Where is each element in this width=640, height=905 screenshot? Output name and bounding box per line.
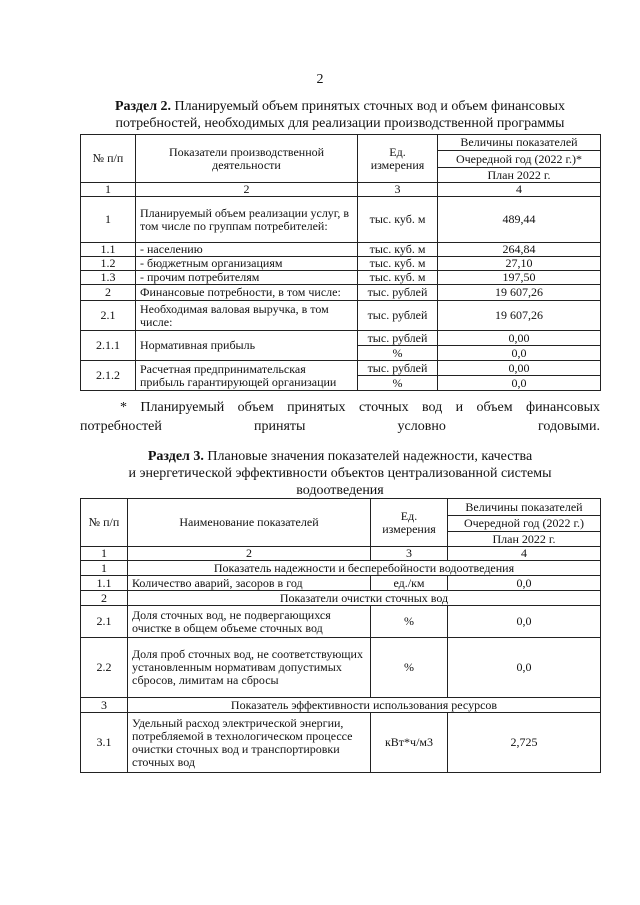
- col-number: 2: [136, 183, 358, 197]
- table-row: [81, 257, 601, 271]
- table-row: [81, 243, 601, 257]
- section2-title-line2: потребностей, необходимых для реализации производственной программы: [115, 116, 565, 131]
- row-name: - бюджетным организациям: [136, 257, 358, 271]
- table-row: [81, 285, 601, 301]
- row-unit: %: [358, 376, 438, 391]
- row-value: 264,84: [438, 243, 601, 257]
- table-row: [81, 638, 601, 698]
- row-num: 2.1.1: [81, 331, 136, 361]
- row-value: 0,00: [438, 331, 601, 346]
- row-unit: ед./км: [371, 576, 448, 591]
- section3-title-line2: и энергетической эффективности объектов централизованной системы: [128, 466, 552, 481]
- header-indicator: Показатели производственной деятельности: [136, 135, 358, 183]
- header-next-year: Очередной год (2022 г.): [448, 516, 601, 532]
- row-name: Доля сточных вод, не подвергающихся очистке в общем объеме сточных вод: [128, 606, 371, 638]
- col-number: 2: [128, 547, 371, 561]
- table-row: [81, 606, 601, 638]
- row-unit: тыс. куб. м: [358, 243, 438, 257]
- row-num: 2.1.2: [81, 361, 136, 391]
- col-number: 1: [81, 183, 136, 197]
- page-number: 2: [316, 72, 324, 87]
- row-unit: тыс. куб. м: [358, 271, 438, 285]
- table-row: [81, 301, 601, 331]
- row-value: 27,10: [438, 257, 601, 271]
- row-num: 2.1: [81, 301, 136, 331]
- header-num: № п/п: [81, 499, 128, 547]
- group-row: [81, 698, 601, 713]
- row-num: 1: [81, 197, 136, 243]
- row-unit: тыс. рублей: [358, 301, 438, 331]
- section2-title: Планируемый объем принятых сточных вод и объем финансовых: [174, 99, 566, 114]
- row-num: 1.3: [81, 271, 136, 285]
- table-row: [81, 331, 601, 346]
- row-value: 0,0: [438, 346, 601, 361]
- header-values: Величины показателей: [438, 135, 601, 151]
- row-unit: тыс. куб. м: [358, 257, 438, 271]
- row-unit: %: [358, 346, 438, 361]
- col-number: 1: [81, 547, 128, 561]
- row-unit: тыс. рублей: [358, 361, 438, 376]
- group-title: Показатели очистки сточных вод: [128, 591, 601, 606]
- row-name: Нормативная прибыль: [136, 331, 358, 361]
- header-next-year: Очередной год (2022 г.)*: [438, 151, 601, 168]
- header-plan: План 2022 г.: [448, 532, 601, 547]
- row-num: 2.1: [81, 606, 128, 638]
- row-unit: тыс. куб. м: [358, 197, 438, 243]
- group-title: Показатель эффективности использования ресурсов: [128, 698, 601, 713]
- header-indicator: Наименование показателей: [128, 499, 371, 547]
- note-text: * Планируемый объем принятых сточных вод и объем финансовых потребностей приняты условно годовыми.: [80, 400, 600, 434]
- header-unit: Ед. измерения: [371, 499, 448, 547]
- row-name: Количество аварий, засоров в год: [128, 576, 371, 591]
- table-row: [81, 713, 601, 773]
- row-num: 2.2: [81, 638, 128, 698]
- group-num: 2: [81, 591, 128, 606]
- row-name: - населению: [136, 243, 358, 257]
- header-unit: Ед. измерения: [358, 135, 438, 183]
- row-num: 1.1: [81, 243, 136, 257]
- row-value: 2,725: [448, 713, 601, 773]
- row-num: 1.1: [81, 576, 128, 591]
- header-values: Величины показателей: [448, 499, 601, 516]
- row-num: 2: [81, 285, 136, 301]
- row-unit: кВт*ч/м3: [371, 713, 448, 773]
- table-row: [81, 576, 601, 591]
- header-num: № п/п: [81, 135, 136, 183]
- col-number: 3: [371, 547, 448, 561]
- row-name: Планируемый объем реализации услуг, в том числе по группам потребителей:: [136, 197, 358, 243]
- group-row: [81, 591, 601, 606]
- section3-heading: [80, 448, 600, 499]
- col-number: 4: [448, 547, 601, 561]
- section2-label: Раздел 2.: [114, 99, 172, 114]
- row-value: 0,0: [448, 606, 601, 638]
- section3-title: Плановые значения показателей надежности, качества: [207, 449, 533, 464]
- section2-note: [80, 398, 600, 436]
- table-row: [81, 361, 601, 376]
- row-unit: тыс. рублей: [358, 331, 438, 346]
- section3-label: Раздел 3.: [147, 449, 204, 464]
- row-value: 0,0: [448, 638, 601, 698]
- section3-table: [80, 498, 601, 773]
- row-value: 19 607,26: [438, 285, 601, 301]
- row-value: 489,44: [438, 197, 601, 243]
- row-num: 1.2: [81, 257, 136, 271]
- row-unit: %: [371, 638, 448, 698]
- row-value: 0,00: [438, 361, 601, 376]
- row-unit: %: [371, 606, 448, 638]
- section2-heading: [80, 98, 600, 132]
- row-name: Финансовые потребности, в том числе:: [136, 285, 358, 301]
- section3-title-line3: водоотведения: [296, 483, 384, 498]
- row-value: 197,50: [438, 271, 601, 285]
- col-number: 3: [358, 183, 438, 197]
- group-title: Показатель надежности и бесперебойности водоотведения: [128, 561, 601, 576]
- section2-table: [80, 134, 601, 391]
- row-value: 0,0: [448, 576, 601, 591]
- row-name: Доля проб сточных вод, не соответствующих установленным нормативам допустимых сбросов, лимитам на сбросы: [128, 638, 371, 698]
- row-unit: тыс. рублей: [358, 285, 438, 301]
- group-num: 1: [81, 561, 128, 576]
- group-num: 3: [81, 698, 128, 713]
- row-name: Удельный расход электрической энергии, потребляемой в технологическом процессе очистки сточных вод и транспортировки сточных вод: [128, 713, 371, 773]
- row-value: 19 607,26: [438, 301, 601, 331]
- row-name: Расчетная предпринимательская прибыль гарантирующей организации: [136, 361, 358, 391]
- header-plan: План 2022 г.: [438, 168, 601, 183]
- row-name: Необходимая валовая выручка, в том числе:: [136, 301, 358, 331]
- row-name: - прочим потребителям: [136, 271, 358, 285]
- table-row: [81, 197, 601, 243]
- table-row: [81, 271, 601, 285]
- row-num: 3.1: [81, 713, 128, 773]
- row-value: 0,0: [438, 376, 601, 391]
- group-row: [81, 561, 601, 576]
- col-number: 4: [438, 183, 601, 197]
